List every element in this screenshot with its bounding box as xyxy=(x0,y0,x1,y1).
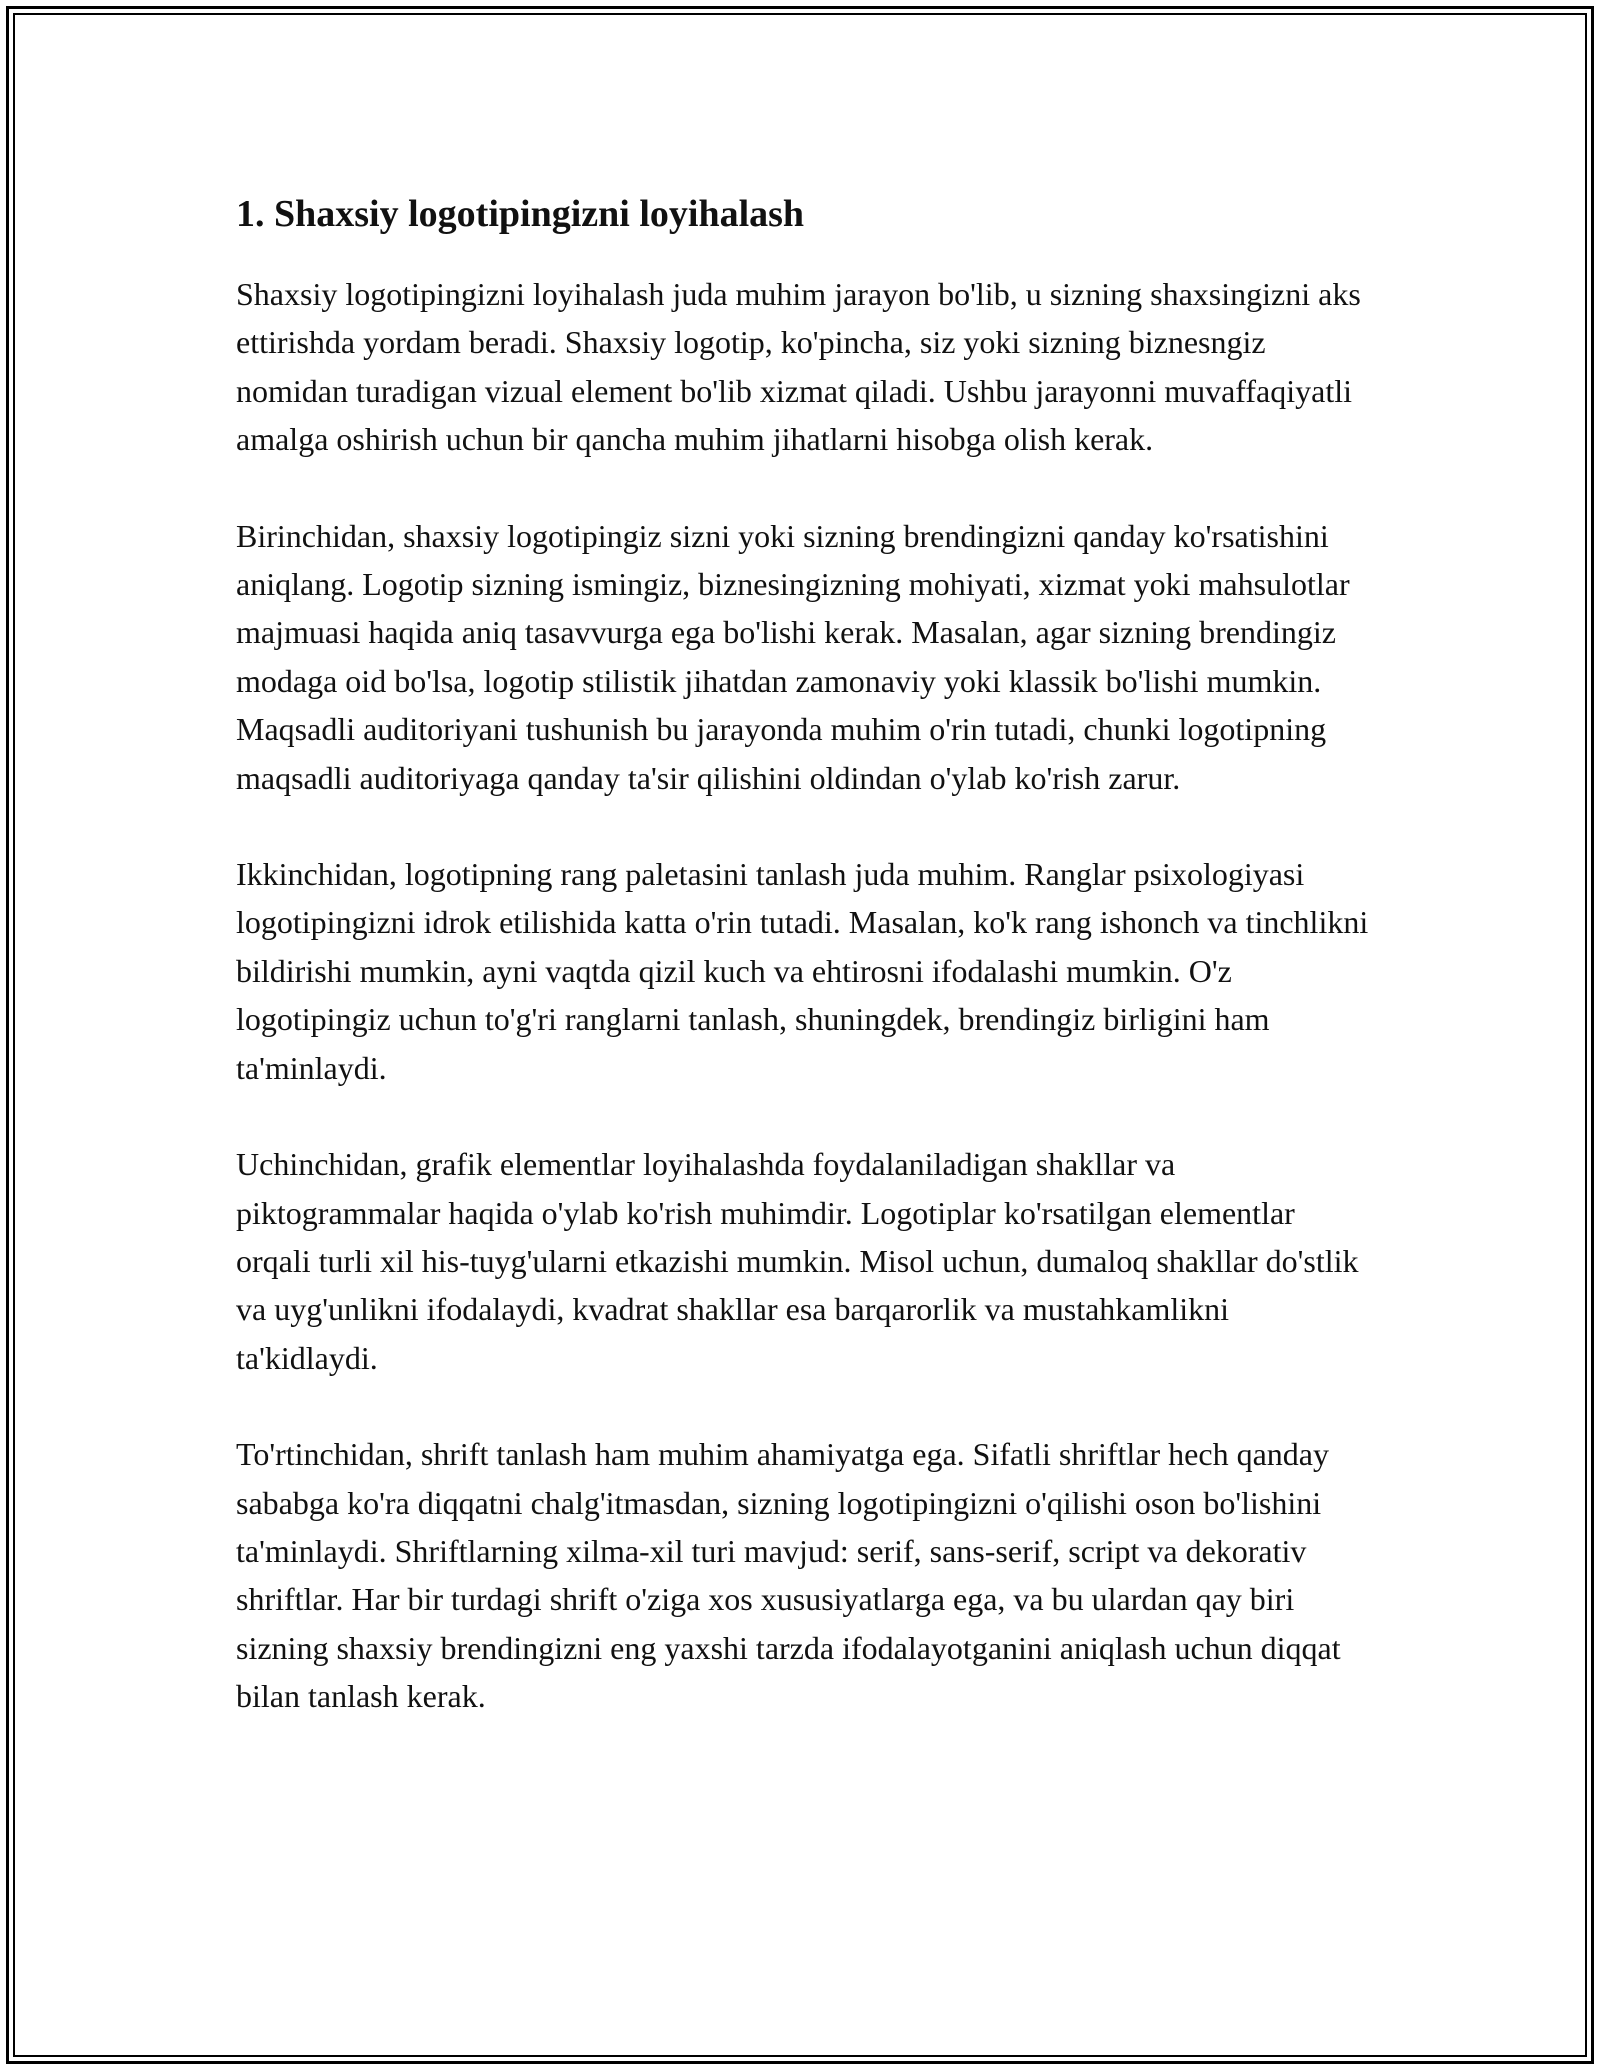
paragraph-third: Uchinchidan, grafik elementlar loyihalashda foydalaniladigan shakllar va piktogrammalar haqida o'ylab ko'rish muhimdir. Logotiplar ko'rsatilgan elementlar orqali turli xil his-tuyg'ularni etkazishi mumkin. Misol uchun, dumaloq shakllar do'stlik va uyg'unlikni ifodalaydi, kvadrat shakllar esa barqarorlik va mustahkamlikni ta'kidlaydi. xyxy=(236,1146,1359,1376)
section-heading: 1. Shaxsiy logotipingizni loyihalash xyxy=(236,193,805,235)
paragraph-intro: Shaxsiy logotipingizni loyihalash juda muhim jarayon bo'lib, u sizning shaxsingizni aks ettirishda yordam beradi. Shaxsiy logotip, ko'pincha, siz yoki sizning biznesngiz nomidan turadigan vizual element bo'lib xizmat qiladi. Ushbu jarayonni muvaffaqiyatli amalga oshirish uchun bir qancha muhim jihatlarni hisobga olish kerak. xyxy=(236,276,1361,458)
paragraph-fourth: To'rtinchidan, shrift tanlash ham muhim ahamiyatga ega. Sifatli shriftlar hech qanday sababga ko'ra diqqatni chalg'itmasdan, sizning logotipingizni o'qilishi oson bo'lishini ta'minlaydi. Shriftlarning xilma-xil turi mavjud: serif, sans-serif, script va dekorativ shriftlar. Har bir turdagi shrift o'ziga xos xususiyatlarga ega, va bu ulardan qay biri sizning shaxsiy brendingizni eng yaxshi tarzda ifodalayotganini aniqlash uchun diqqat bilan tanlash kerak. xyxy=(236,1436,1341,1715)
paragraph-second: Ikkinchidan, logotipning rang paletasini tanlash juda muhim. Ranglar psixologiyasi logotipingizni idrok etilishida katta o'rin tutadi. Masalan, ko'k rang ishonch va tinchlikni bildirishi mumkin, ayni vaqtda qizil kuch va ehtirosni ifodalashi mumkin. O'z logotipingiz uchun to'g'ri ranglarni tanlash, shuningdek, brendingiz birligini ham ta'minlaydi. xyxy=(236,856,1369,1086)
paragraph-first: Birinchidan, shaxsiy logotipingiz sizni yoki sizning brendingizni qanday ko'rsatishini aniqlang. Logotip sizning ismingiz, biznesingizning mohiyati, xizmat yoki mahsulotlar majmuasi haqida aniq tasavvurga ega bo'lishi kerak. Masalan, agar sizning brendingiz modaga oid bo'lsa, logotip stilistik jihatdan zamonaviy yoki klassik bo'lishi mumkin. Maqsadli auditoriyani tushunish bu jarayonda muhim o'rin tutadi, chunki logotipning maqsadli auditoriyaga qanday ta'sir qilishini oldindan o'ylab ko'rish zarur. xyxy=(236,517,1350,796)
document-body xyxy=(236,186,1376,1769)
